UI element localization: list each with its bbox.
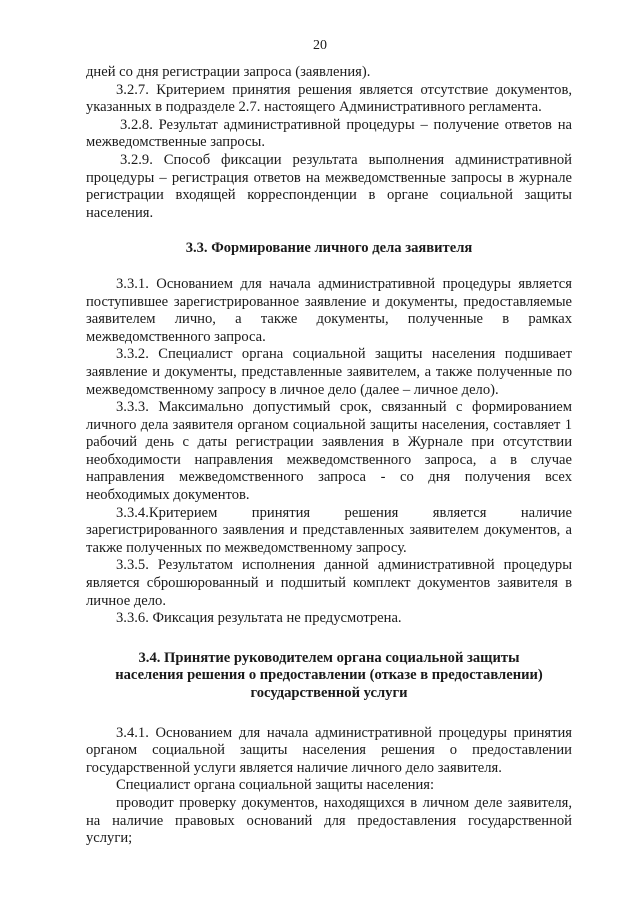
paragraph-3-2-7: 3.2.7. Критерием принятия решения является отсутствие документов, указанных в подразделе 2.7. настоящего Административного регламента.: [86, 81, 572, 116]
section-heading-3-4-line-3: государственной услуги: [250, 685, 408, 701]
paragraph-continuation: дней со дня регистрации запроса (заявления).: [86, 64, 371, 80]
paragraph-3-3-4: 3.3.4.Критерием принятия решения является наличие зарегистрированного заявления и представленных заявителем документов, а также полученных по межведомственному запросу.: [86, 504, 572, 556]
paragraph-3-3-1: 3.3.1. Основанием для начала административной процедуры является поступившее зарегистрированное заявление и документы, предоставляемые заявителем лично, а также документы, полученные в рамках межведомственного запроса.: [86, 275, 572, 345]
section-heading-3-3: 3.3. Формирование личного дела заявителя: [185, 240, 473, 257]
section-heading-3-4-line-1: 3.4. Принятие руководителем органа социальной защиты: [138, 649, 520, 666]
paragraph-3-2-9: 3.2.9. Способ фиксации результата выполнения административной процедуры – регистрация ответов на межведомственные запросы в журнале регистрации входящей корреспонденции в органе социальной защиты населения.: [86, 151, 572, 221]
paragraph-3-4-1: 3.4.1. Основанием для начала административной процедуры принятия органом социальной защиты населения решения о предоставлении государственной услуги является наличие личного дело заявителя.: [86, 724, 572, 776]
page-number: 20: [313, 38, 327, 53]
paragraph-verification: проводит проверку документов, находящихся в личном деле заявителя, на наличие правовых оснований для предоставления государственной услуги;: [86, 794, 572, 847]
paragraph-3-2-8: 3.2.8. Результат административной процедуры – получение ответов на межведомственные запросы.: [86, 116, 572, 151]
paragraph-specialist: Специалист органа социальной защиты населения:: [116, 777, 435, 794]
paragraph-3-3-6: 3.3.6. Фиксация результата не предусмотрена.: [116, 610, 402, 627]
paragraph-3-3-3: 3.3.3. Максимально допустимый срок, связанный с формированием личного дела заявителя органом социальной защиты населения, составляет 1 рабочий день с даты регистрации заявления в Журнале при отсутствии необходимости направления межведомственного запроса, а в случае направления межведомственного запроса - со дня получения всех необходимых документов.: [86, 399, 572, 504]
section-heading-3-4-line-2: населения решения о предоставлении (отказе в предоставлении): [115, 667, 543, 684]
paragraph-3-3-5: 3.3.5. Результатом исполнения данной административной процедуры является сброшюрованный и подшитый комплект документов заявителя в личное дело.: [86, 557, 572, 609]
document-body: [86, 64, 572, 848]
paragraph-3-3-2: 3.3.2. Специалист органа социальной защиты населения подшивает заявление и документы, представленные заявителем, а также полученные по межведомственному запросу в личное дело (далее – личное дело).: [86, 346, 572, 398]
